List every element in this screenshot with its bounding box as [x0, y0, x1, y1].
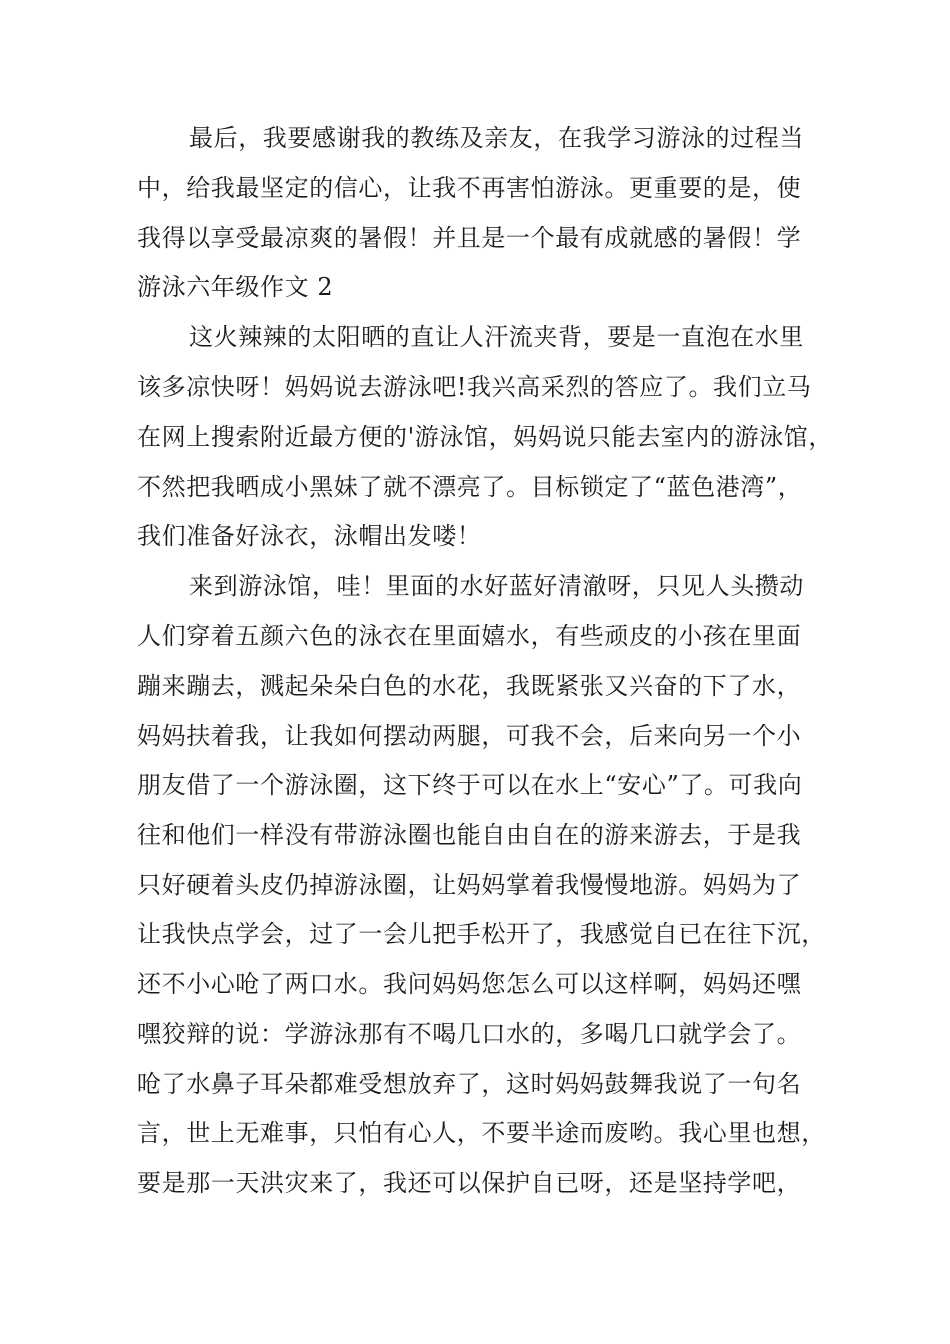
text-line: 呛了水鼻子耳朵都难受想放弃了，这时妈妈鼓舞我说了一句名 — [137, 1070, 802, 1098]
text-line: 言，世上无难事，只怕有心人，不要半途而废哟。我心里也想， — [137, 1119, 826, 1147]
text-line: 要是那一天洪灾来了，我还可以保护自已呀，还是坚持学吧， — [137, 1169, 802, 1197]
text-line: 最后，我要感谢我的教练及亲友，在我学习游泳的过程当 — [189, 124, 804, 152]
text-line: 蹦来蹦去，溅起朵朵白色的水花，我既紧张又兴奋的下了水， — [137, 672, 802, 700]
text-line: 朋友借了一个游泳圈，这下终于可以在水上“安心”了。可我向 — [137, 771, 803, 799]
text-line: 嘿狡辩的说：学游泳那有不喝几口水的，多喝几口就学会了。 — [137, 1020, 802, 1048]
text-line: 我得以享受最凉爽的暑假！并且是一个最有成就感的暑假！学 — [137, 224, 802, 252]
text-line: 让我快点学会，过了一会儿把手松开了，我感觉自已在往下沉， — [137, 920, 826, 948]
text-line: 在网上搜索附近最方便的'游泳馆，妈妈说只能去室内的游泳馆， — [137, 423, 833, 451]
text-line: 该多凉快呀！妈妈说去游泳吧!我兴高采烈的答应了。我们立马 — [137, 373, 812, 401]
text-line: 还不小心呛了两口水。我问妈妈您怎么可以这样啊，妈妈还嘿 — [137, 970, 802, 998]
text-line: 来到游泳馆，哇！里面的水好蓝好清澈呀，只见人头攒动 — [189, 572, 804, 600]
text-line: 妈妈扶着我，让我如何摆动两腿，可我不会，后来向另一个小 — [137, 722, 802, 750]
text-line: 不然把我晒成小黑妹了就不漂亮了。目标锁定了“蓝色港湾”， — [137, 473, 803, 501]
text-line: 这火辣辣的太阳晒的直让人汗流夹背，要是一直泡在水里 — [189, 323, 804, 351]
text-line: 游泳六年级作文 2 — [137, 273, 334, 301]
text-line: 人们穿着五颜六色的泳衣在里面嬉水，有些顽皮的小孩在里面 — [137, 622, 802, 650]
text-line: 只好硬着头皮仍掉游泳圈，让妈妈掌着我慢慢地游。妈妈为了 — [137, 871, 802, 899]
text-line: 我们准备好泳衣，泳帽出发喽！ — [137, 522, 482, 550]
text-line: 往和他们一样没有带游泳圈也能自由自在的游来游去，于是我 — [137, 821, 802, 849]
text-line: 中，给我最坚定的信心，让我不再害怕游泳。更重要的是，使 — [137, 174, 802, 202]
